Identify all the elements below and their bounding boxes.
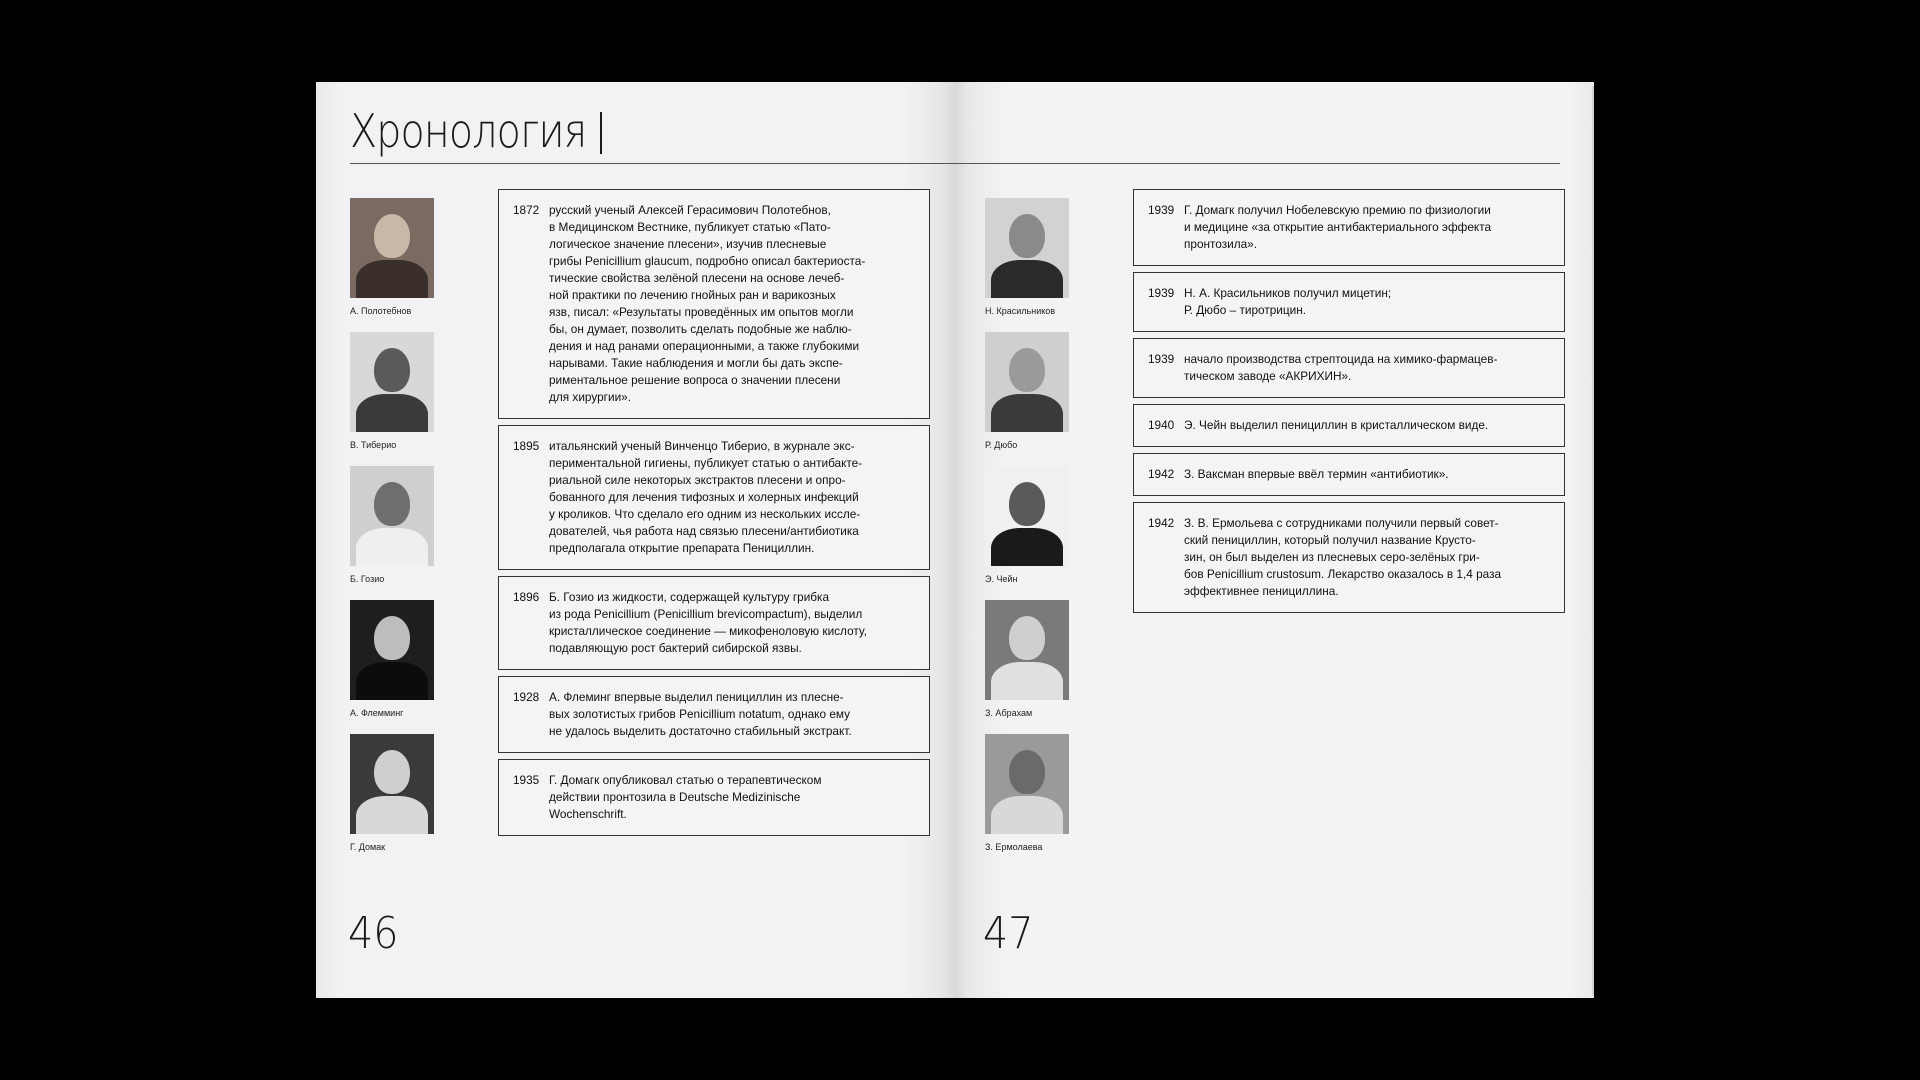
entry-text: Г. Домагк опубликовал статью о терапевтическом действии пронтозила в Deutsche Medizinische Wochenschrift. — [549, 773, 822, 821]
portrait — [985, 198, 1085, 332]
header-rule — [350, 163, 955, 164]
portrait-photo — [350, 198, 434, 298]
entry-text: итальянский ученый Винченцо Тиберио, в журнале экс- периментальной гигиены, публикует статью о антибакте- риальной силе некоторых экстрактов плесени и опро- бованного для лечения тифозных и холерных инфекций у кроликов. Что сделало его одним из нескольких иссле- дователей, чья работа над связью плесени/антибиотика предполагала открытие препарата Пенициллин. — [549, 439, 863, 555]
portrait-photo — [985, 466, 1069, 566]
timeline-entry — [498, 425, 930, 570]
portrait — [350, 734, 450, 868]
entry-text: русский ученый Алексей Герасимович Полотебнов, в Медицинском Вестнике, публикует статью «Пато- логическое значение плесени», изучив плесневые грибы Penicillium glaucum, подробно описал бактериоста- тические свойства зелёной плесени на основе лечеб- ной практики по лечению гнойных ран и варикозных язв, писал: «Результаты проведённых им опытов могли бы, он думает, позволить сделать подобные же наблю- дения и над ранами операционными, а также глубокими нарывами. Такие наблюдения и могли бы дать экспе- риментальное решение вопроса о значении плесени для хирургии». — [549, 203, 866, 404]
portrait-caption: А. Флемминг — [350, 708, 404, 718]
right-page — [955, 82, 1594, 998]
portrait-photo — [985, 198, 1069, 298]
portrait-photo — [350, 466, 434, 566]
entry-year: 1942 — [1148, 516, 1175, 530]
timeline-entries-right — [1133, 189, 1565, 619]
portrait-caption: А. Полотебнов — [350, 306, 412, 316]
portrait — [985, 332, 1085, 466]
entry-text: начало производства стрептоцида на химико-фармацев- тическом заводе «АКРИХИН». — [1184, 352, 1498, 383]
portrait-caption: З. Ермолаева — [985, 842, 1043, 852]
portrait — [350, 332, 450, 466]
timeline-entry — [498, 759, 930, 836]
timeline-entry — [498, 676, 930, 753]
entry-year: 1896 — [513, 590, 540, 604]
entry-text: З. Ваксман впервые ввёл термин «антибиотик». — [1184, 467, 1449, 481]
portrait-photo — [985, 734, 1069, 834]
timeline-entry — [1133, 502, 1565, 613]
page-number: 46 — [348, 908, 399, 959]
portrait-column-left — [350, 198, 450, 868]
timeline-entry — [498, 576, 930, 670]
portrait — [350, 466, 450, 600]
portrait-caption: В. Тиберио — [350, 440, 397, 450]
header-rule — [955, 163, 1560, 164]
page-title: Хронология — [350, 104, 587, 158]
portrait-photo — [985, 332, 1069, 432]
open-booklet — [316, 82, 1594, 998]
entry-text: Б. Гозио из жидкости, содержащей культуру грибка из рода Penicillium (Penicillium brevicompactum), выделил кристаллическое соединение — микофеноловую кислоту, подавляющую рост бактерий сибирской язвы. — [549, 590, 867, 655]
page-number: 47 — [983, 908, 1034, 959]
portrait — [985, 466, 1085, 600]
portrait — [350, 198, 450, 332]
portrait-caption: Б. Гозио — [350, 574, 385, 584]
portrait — [985, 600, 1085, 734]
entry-year: 1928 — [513, 690, 540, 704]
timeline-entry — [1133, 189, 1565, 266]
entry-text: Г. Домагк получил Нобелевскую премию по физиологии и медицине «за открытие антибактериального эффекта пронтозила». — [1184, 203, 1492, 251]
portrait-caption: Р. Дюбо — [985, 440, 1018, 450]
entry-year: 1895 — [513, 439, 540, 453]
left-page — [316, 82, 955, 998]
timeline-entry — [1133, 453, 1565, 496]
entry-text: Н. А. Красильников получил мицетин; Р. Дюбо – тиротрицин. — [1184, 286, 1392, 317]
entry-year: 1940 — [1148, 418, 1175, 432]
portrait-caption: З. Абрахам — [985, 708, 1033, 718]
portrait — [350, 600, 450, 734]
timeline-entry — [498, 189, 930, 419]
entry-year: 1942 — [1148, 467, 1175, 481]
portrait-column-right — [985, 198, 1085, 868]
timeline-entry — [1133, 338, 1565, 398]
entry-year: 1935 — [513, 773, 540, 787]
entry-text: З. В. Ермольева с сотрудниками получили первый совет- ский пенициллин, который получил название Крусто- зин, он был выделен из плесневых серо-зелёных гри- бов Penicillium crustosum. Лекарство оказалось в 1,4 раза эффективнее пенициллина. — [1184, 516, 1502, 598]
portrait-photo — [350, 600, 434, 700]
entry-year: 1939 — [1148, 286, 1175, 300]
portrait-caption: Э. Чейн — [985, 574, 1018, 584]
portrait-photo — [985, 600, 1069, 700]
portrait-caption: Г. Домак — [350, 842, 386, 852]
entry-text: Э. Чейн выделил пенициллин в кристаллическом виде. — [1184, 418, 1489, 432]
title-cursor-bar — [600, 112, 602, 154]
portrait-photo — [350, 734, 434, 834]
timeline-entries-left — [498, 189, 930, 842]
portrait-caption: Н. Красильников — [985, 306, 1056, 316]
portrait — [985, 734, 1085, 868]
entry-year: 1939 — [1148, 352, 1175, 366]
entry-year: 1872 — [513, 203, 540, 217]
timeline-entry — [1133, 272, 1565, 332]
entry-year: 1939 — [1148, 203, 1175, 217]
entry-text: А. Флеминг впервые выделил пенициллин из плесне- вых золотистых грибов Penicillium notatum, однако ему не удалось выделить достаточно стабильный экстракт. — [549, 690, 852, 738]
timeline-entry — [1133, 404, 1565, 447]
portrait-photo — [350, 332, 434, 432]
